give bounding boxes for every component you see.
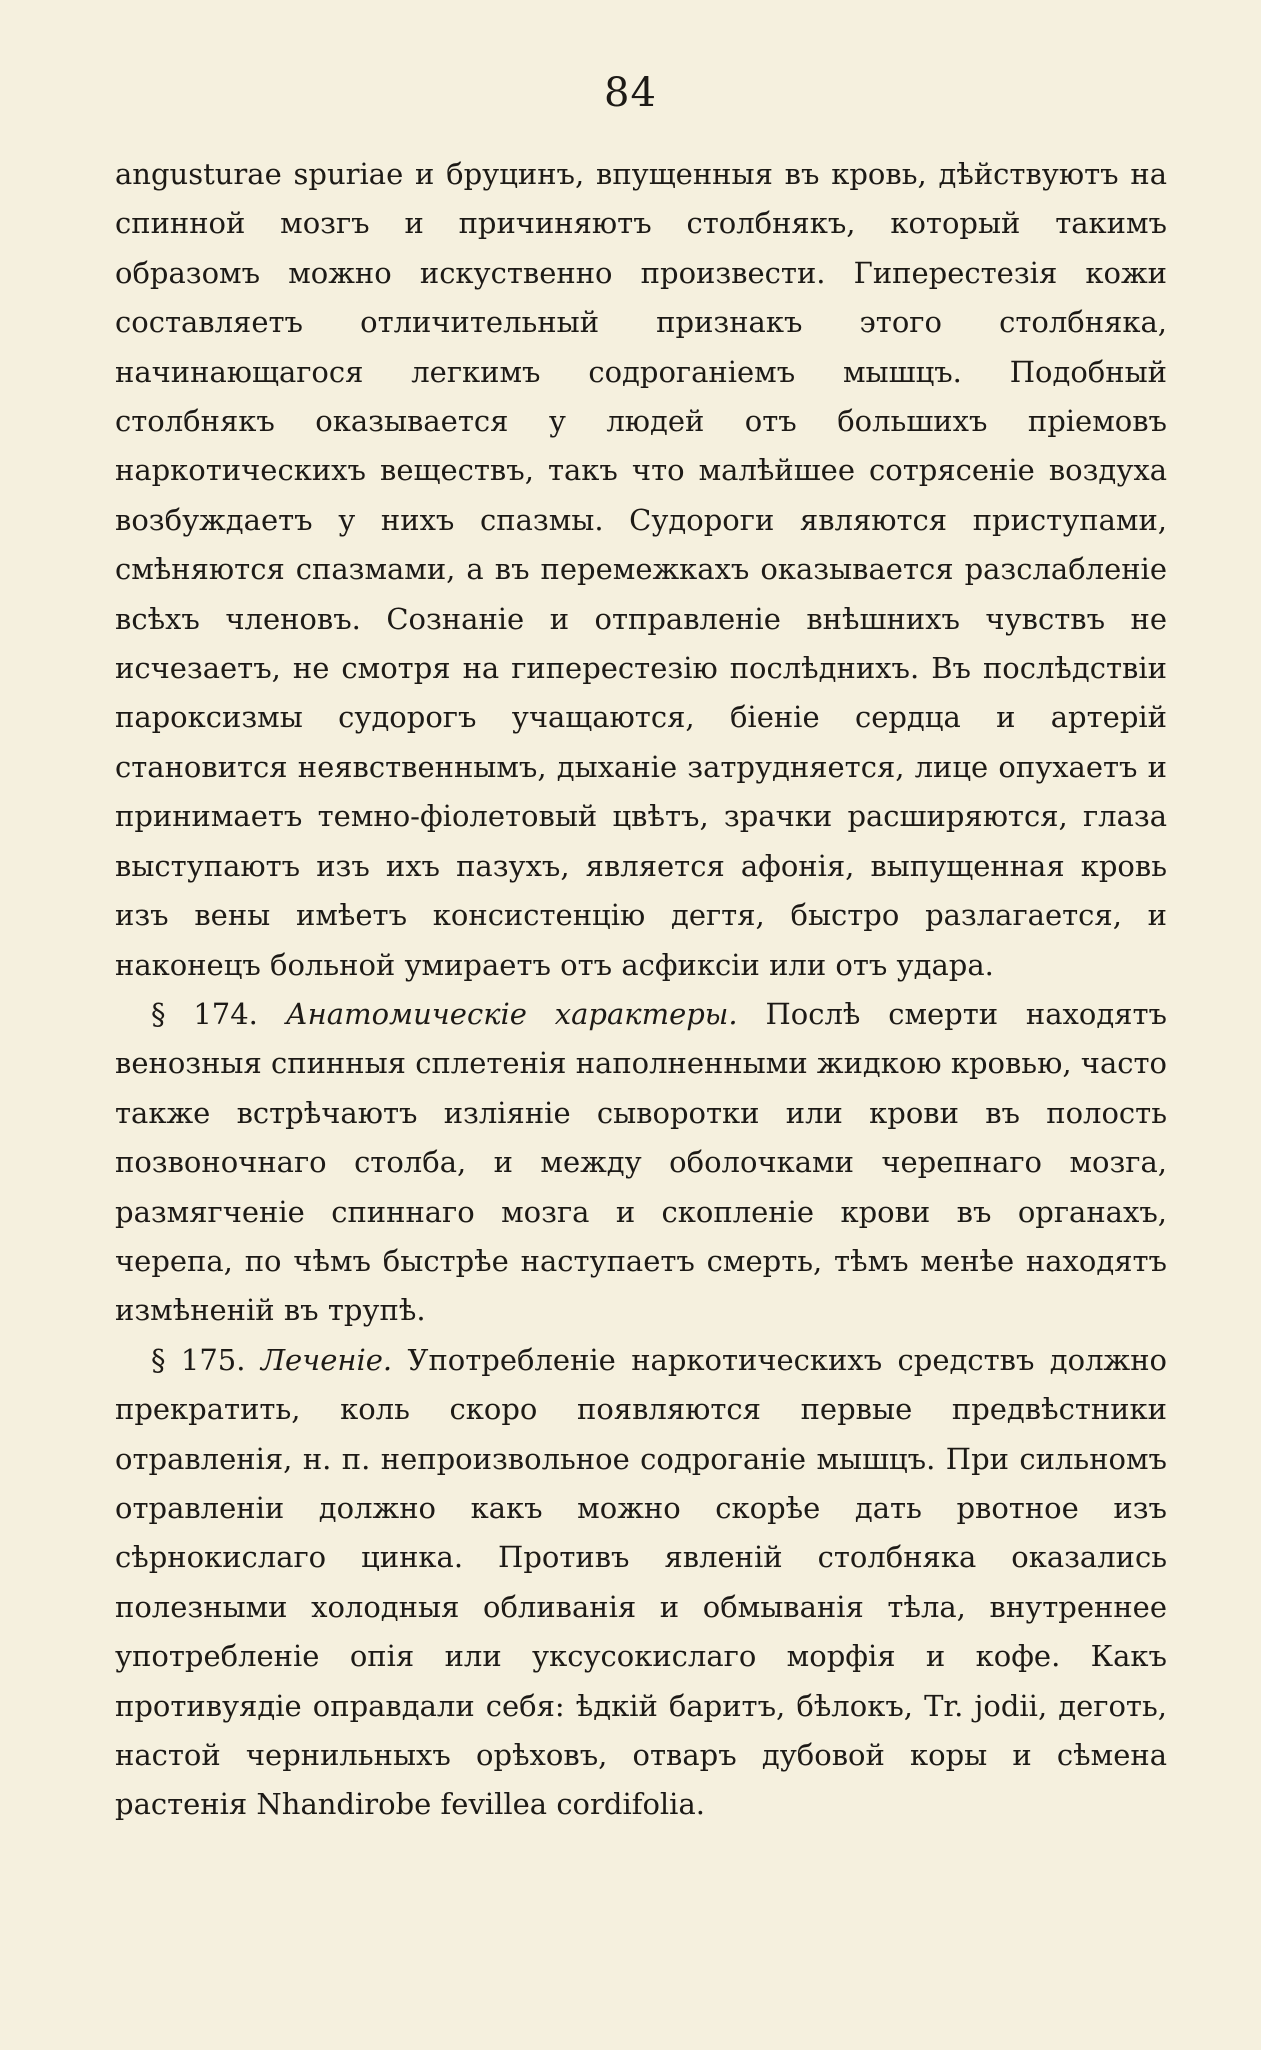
paragraph-text: angusturae spuriae и бруцинъ, впущенныя въ кровь, дѣйствуютъ на спинной мозгъ и причиняютъ столбнякъ, который такимъ образомъ можно искуственно произвести. Гиперестезія кожи составляетъ отличительный признакъ этого столбняка, начинающагося легкимъ содроганіемъ мышцъ. Подобный столбнякъ оказывается у людей отъ большихъ пріемовъ наркотическихъ веществъ, такъ что малѣйшее сотрясеніе воздуха возбуждаетъ у нихъ спазмы. Судороги являются приступами, смѣняются спазмами, а въ перемежкахъ оказывается разслабленіе всѣхъ членовъ. Сознаніе и отправленіе внѣшнихъ чувствъ не исчезаетъ, не смотря на гиперестезію послѣднихъ. Въ послѣдствіи пароксизмы судорогъ учащаются, біеніе сердца и артерій становится неявственнымъ, дыханіе затрудняется, лице опухаетъ и принимаетъ темно-фіолетовый цвѣтъ, зрачки расширяются, глаза выступаютъ изъ ихъ пазухъ, является афонія, выпущенная кровь изъ вены имѣетъ консистенцію дегтя, быстро разлагается, и наконецъ больной умираетъ отъ асфиксіи или отъ удара. [115,157,1167,982]
page-number: 84 [604,70,657,116]
paragraph-text: Послѣ смерти находятъ венозныя спинныя сплетенія наполненными жидкою кровью, часто также встрѣчаютъ изліяніе сыворотки или крови въ полость позвоночнаго столба, и между оболочками черепнаго мозга, размягченіе спиннаго мозга и скопленіе крови въ органахъ, черепа, по чѣмъ быстрѣе наступаетъ смерть, тѣмъ менѣе находятъ измѣненій въ трупѣ. [115,996,1167,1328]
body-text [115,150,1167,1830]
section-number: § 174. [151,996,258,1031]
paragraph-intro [115,150,1167,990]
paragraph-section-174 [115,990,1167,1336]
section-heading: Анатомическіе характеры. [285,996,738,1031]
paragraph-text: Употребленіе наркотическихъ средствъ должно прекратить, коль скоро появляются первые предвѣстники отравленія, н. п. непроизвольное содроганіе мышцъ. При сильномъ отравленіи должно какъ можно скорѣе дать рвотное изъ сѣрнокислаго цинка. Противъ явленій столбняка оказались полезными холодныя обливанія и обмыванія тѣла, внутреннее употребленіе опія или уксусокислаго морфія и кофе. Какъ противуядіе оправдали себя: ѣдкій баритъ, бѣлокъ, Tr. jodii, деготь, настой чернильныхъ орѣховъ, отваръ дубовой коры и сѣмена растенія Nhandirobe fevillea cordifolia. [115,1342,1168,1822]
section-number: § 175. [151,1342,246,1377]
paragraph-section-175 [115,1336,1167,1830]
section-heading: Леченіе. [260,1342,393,1377]
